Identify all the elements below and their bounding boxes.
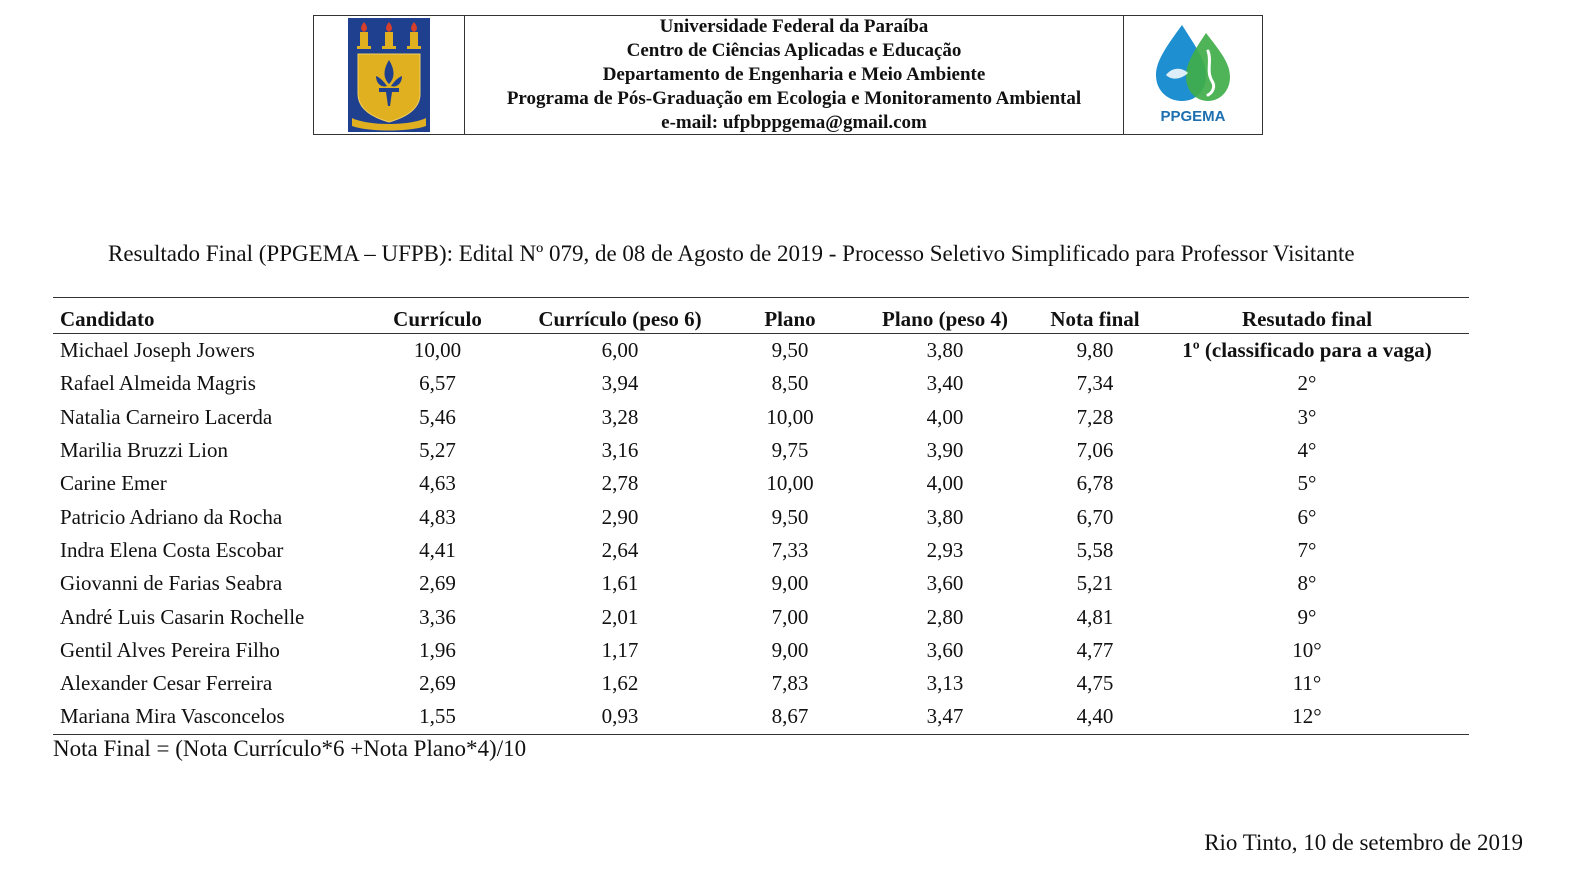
letterhead-left-cell xyxy=(314,16,465,134)
table-row xyxy=(53,467,1469,500)
table-row xyxy=(53,534,1469,567)
cell-plan-weighted: 2,93 xyxy=(926,537,964,562)
cell-final-score: 4,81 xyxy=(1076,604,1114,629)
cell-curriculum-weighted: 1,61 xyxy=(601,571,639,596)
cell-final-score: 4,40 xyxy=(1076,704,1114,729)
cell-plan-weighted: 4,00 xyxy=(926,404,964,429)
cell-candidate: Rafael Almeida Magris xyxy=(60,371,256,396)
cell-candidate: Natalia Carneiro Lacerda xyxy=(60,404,273,429)
cell-curriculum: 2,69 xyxy=(419,671,456,696)
letterhead-text xyxy=(465,16,1124,134)
cell-final-score: 7,34 xyxy=(1076,371,1114,396)
cell-plan-weighted: 2,80 xyxy=(926,604,964,629)
cell-plan: 9,00 xyxy=(771,637,809,662)
cell-curriculum: 5,46 xyxy=(419,404,456,429)
contact-email: e-mail: ufpbppgema@gmail.com xyxy=(661,112,927,133)
table-row xyxy=(53,567,1469,600)
cell-curriculum-weighted: 0,93 xyxy=(601,704,639,729)
cell-plan-weighted: 3,80 xyxy=(926,504,964,529)
cell-curriculum: 6,57 xyxy=(419,371,456,396)
cell-final-score: 5,21 xyxy=(1076,571,1114,596)
table-body xyxy=(53,334,1469,735)
cell-curriculum-weighted: 2,01 xyxy=(601,604,639,629)
cell-curriculum: 10,00 xyxy=(413,338,462,363)
cell-curriculum: 5,27 xyxy=(419,438,456,463)
cell-final-score: 6,70 xyxy=(1076,504,1114,529)
cell-final-result: 10° xyxy=(1292,637,1322,662)
cell-candidate: Alexander Cesar Ferreira xyxy=(60,671,273,696)
results-table xyxy=(53,297,1469,735)
cell-plan-weighted: 3,90 xyxy=(926,438,964,463)
cell-plan: 10,00 xyxy=(766,471,814,496)
table-row xyxy=(53,634,1469,667)
cell-candidate: Marilia Bruzzi Lion xyxy=(60,438,228,463)
cell-candidate: Carine Emer xyxy=(60,471,167,496)
ppgema-logo-text: PPGEMA xyxy=(1160,108,1226,125)
cell-candidate: Michael Joseph Jowers xyxy=(60,338,255,363)
cell-final-result: 12° xyxy=(1292,704,1322,729)
table-row xyxy=(53,367,1469,400)
center-name: Centro de Ciências Aplicadas e Educação xyxy=(626,40,962,61)
cell-final-result: 6° xyxy=(1297,504,1317,529)
cell-curriculum: 1,55 xyxy=(419,704,456,729)
cell-final-result: 1º (classificado para a vaga) xyxy=(1182,338,1432,363)
table-row xyxy=(53,600,1469,633)
cell-candidate: Mariana Mira Vasconcelos xyxy=(60,704,285,729)
cell-plan-weighted: 4,00 xyxy=(926,471,964,496)
cell-plan-weighted: 3,60 xyxy=(926,571,964,596)
column-header-final-result: Resutado final xyxy=(1241,307,1373,331)
cell-plan-weighted: 3,80 xyxy=(926,338,964,363)
cell-plan: 9,50 xyxy=(771,338,809,363)
table-row xyxy=(53,401,1469,434)
cell-final-score: 7,06 xyxy=(1076,438,1114,463)
cell-plan-weighted: 3,13 xyxy=(926,671,964,696)
letterhead xyxy=(313,15,1263,135)
document-title: Resultado Final (PPGEMA – UFPB): Edital Nº 079, de 08 de Agosto de 2019 - Processo Seletivo Simplificado para Professor Visitante xyxy=(108,241,1355,266)
cell-final-result: 4° xyxy=(1297,438,1317,463)
cell-curriculum: 4,63 xyxy=(419,471,456,496)
cell-curriculum: 4,83 xyxy=(419,504,456,529)
cell-candidate: Gentil Alves Pereira Filho xyxy=(60,637,280,662)
university-name: Universidade Federal da Paraíba xyxy=(659,16,929,37)
table-row xyxy=(53,667,1469,700)
cell-plan: 9,75 xyxy=(771,438,809,463)
cell-final-score: 5,58 xyxy=(1076,537,1114,562)
cell-candidate: Patricio Adriano da Rocha xyxy=(60,504,283,529)
cell-curriculum-weighted: 2,78 xyxy=(601,471,639,496)
cell-plan: 8,67 xyxy=(771,704,809,729)
cell-curriculum-weighted: 3,94 xyxy=(601,371,639,396)
column-header-curriculum-weighted: Currículo (peso 6) xyxy=(538,307,702,331)
table-header-row xyxy=(53,298,1469,334)
letterhead-right-cell xyxy=(1124,16,1262,134)
ppgema-logo-icon xyxy=(1148,21,1238,129)
cell-final-result: 7° xyxy=(1297,537,1317,562)
cell-final-result: 2° xyxy=(1297,371,1317,396)
cell-candidate: Giovanni de Farias Seabra xyxy=(60,571,283,596)
cell-final-result: 5° xyxy=(1297,471,1317,496)
cell-curriculum: 4,41 xyxy=(419,537,456,562)
table-row xyxy=(53,500,1469,533)
cell-final-score: 6,78 xyxy=(1076,471,1114,496)
cell-final-score: 4,77 xyxy=(1076,637,1114,662)
cell-plan: 7,33 xyxy=(771,537,809,562)
column-header-curriculum: Currículo xyxy=(393,307,482,331)
cell-plan-weighted: 3,40 xyxy=(926,371,964,396)
column-header-plan: Plano xyxy=(764,307,816,331)
university-crest-icon xyxy=(348,18,430,132)
cell-plan: 7,00 xyxy=(771,604,809,629)
table-row xyxy=(53,434,1469,467)
cell-final-score: 9,80 xyxy=(1076,338,1114,363)
table-row xyxy=(53,334,1469,368)
cell-final-result: 11° xyxy=(1292,671,1322,696)
column-header-final-score: Nota final xyxy=(1050,307,1140,331)
cell-curriculum-weighted: 3,16 xyxy=(601,438,639,463)
score-formula: Nota Final = (Nota Currículo*6 +Nota Plano*4)/10 xyxy=(53,736,527,761)
column-header-candidate: Candidato xyxy=(60,307,155,331)
cell-curriculum-weighted: 2,64 xyxy=(601,537,639,562)
cell-final-result: 9° xyxy=(1297,604,1317,629)
cell-plan: 10,00 xyxy=(766,404,814,429)
cell-plan-weighted: 3,47 xyxy=(926,704,964,729)
cell-curriculum: 2,69 xyxy=(419,571,456,596)
place-and-date: Rio Tinto, 10 de setembro de 2019 xyxy=(1204,830,1523,855)
cell-candidate: André Luis Casarin Rochelle xyxy=(60,604,305,629)
cell-curriculum-weighted: 1,62 xyxy=(601,671,639,696)
cell-curriculum-weighted: 6,00 xyxy=(601,338,639,363)
cell-curriculum-weighted: 1,17 xyxy=(601,637,639,662)
cell-plan-weighted: 3,60 xyxy=(926,637,964,662)
cell-curriculum-weighted: 3,28 xyxy=(601,404,639,429)
cell-plan: 8,50 xyxy=(771,371,809,396)
cell-final-score: 7,28 xyxy=(1076,404,1114,429)
cell-final-score: 4,75 xyxy=(1076,671,1114,696)
cell-final-result: 3° xyxy=(1297,404,1317,429)
cell-curriculum: 1,96 xyxy=(419,637,456,662)
cell-curriculum-weighted: 2,90 xyxy=(601,504,639,529)
cell-candidate: Indra Elena Costa Escobar xyxy=(60,537,284,562)
cell-plan: 9,50 xyxy=(771,504,809,529)
column-header-plan-weighted: Plano (peso 4) xyxy=(882,307,1008,331)
cell-plan: 7,83 xyxy=(771,671,809,696)
department-name: Departamento de Engenharia e Meio Ambiente xyxy=(602,64,986,85)
table-row xyxy=(53,700,1469,734)
cell-plan: 9,00 xyxy=(771,571,809,596)
cell-curriculum: 3,36 xyxy=(419,604,456,629)
cell-final-result: 8° xyxy=(1297,571,1317,596)
program-name: Programa de Pós-Graduação em Ecologia e Monitoramento Ambiental xyxy=(506,88,1082,109)
